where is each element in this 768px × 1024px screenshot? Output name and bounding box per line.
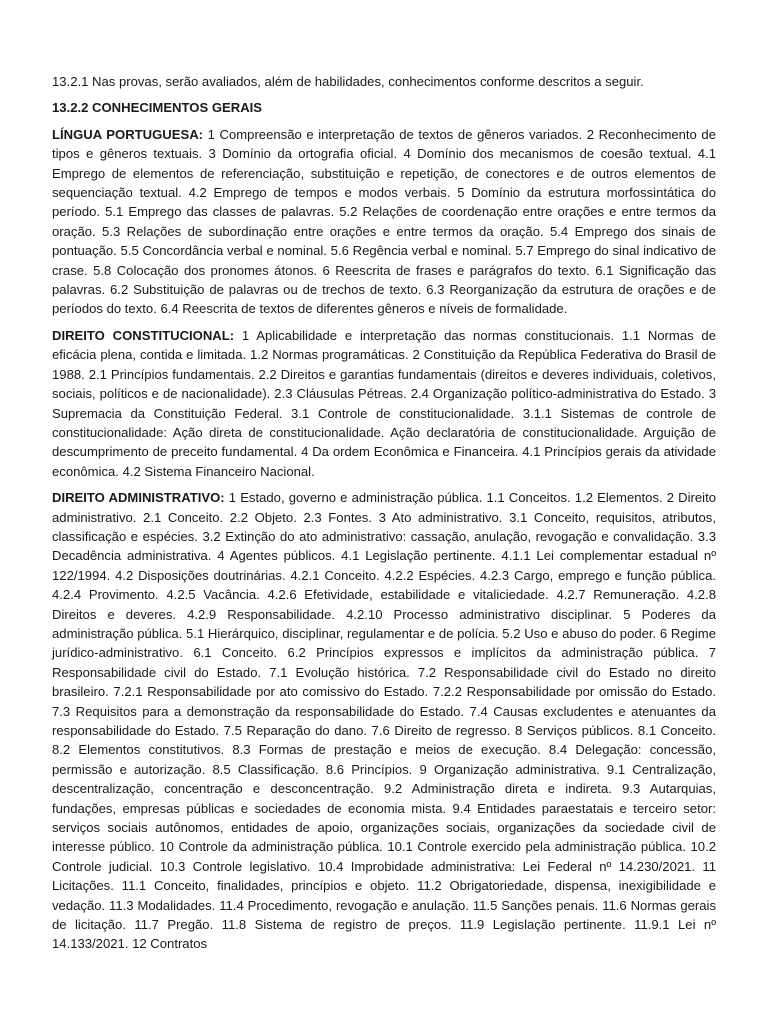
paragraph-text: 1 Estado, governo e administração pública. 1.1 Conceitos. 1.2 Elementos. 2 Direito administrativo. 2.1 Conceito. 2.2 Objeto. 2.3 Fontes. 3 Ato administrativo. 3.1 Conceito, requisitos, atributos, classificação e espécies. 3.2 Extinção do ato administrativo: cassação, anulação, revogação e convalidação. 3.3 Decadência administrativa. 4 Agentes públicos. 4.1 Legislação pertinente. 4.1.1 Lei complementar estadual nº 122/1994. 4.2 Disposições doutrinárias. 4.2.1 Conceito. 4.2.2 Espécies. 4.2.3 Cargo, emprego e função pública. 4.2.4 Provimento. 4.2.5 Vacância. 4.2.6 Efetividade, estabilidade e vitaliciedade. 4.2.7 Remuneração. 4.2.8 Direitos e deveres. 4.2.9 Responsabilidade. 4.2.10 Processo administrativo disciplinar. 5 Poderes da administração pública. 5.1 Hierárquico, disciplinar, regulamentar e de polícia. 5.2 Uso e abuso do poder. 6 Regime jurídico-administrativo. 6.1 Conceito. 6.2 Princípios expressos e implícitos da administração pública. 7 Responsabilidade civil do Estado. 7.1 Evolução histórica. 7.2 Responsabilidade civil do Estado no direito brasileiro. 7.2.1 Responsabilidade por ato comissivo do Estado. 7.2.2 Responsabilidade por omissão do Estado. 7.3 Requisitos para a demonstração da responsabilidade do Estado. 7.4 Causas excludentes e atenuantes da responsabilidade do Estado. 7.5 Reparação do dano. 7.6 Direito de regresso. 8 Serviços públicos. 8.1 Conceito. 8.2 Elementos constitutivos. 8.3 Formas de prestação e meios de execução. 8.4 Delegação: concessão, permissão e autorização. 8.5 Classificação. 8.6 Princípios. 9 Organização administrativa. 9.1 Centralização, descentralização, concentração e desconcentração. 9.2 Administração direta e indireta. 9.3 Autarquias, fundações, empresas públicas e sociedades de economia mista. 9.4 Entidades paraestatais e terceiro setor: serviços sociais autônomos, entidades de apoio, organizações sociais, organizações da sociedade civil de interesse público. 10 Controle da administração pública. 10.1 Controle exercido pela administração pública. 10.2 Controle judicial. 10.3 Controle legislativo. 10.4 Improbidade administrativa: Lei Federal nº 14.230/2021. 11 Licitações. 11.1 Conceito, finalidades, princípios e objeto. 11.2 Obrigatoriedade, dispensa, inexigibilidade e vedação. 11.3 Modalidades. 11.4 Procedimento, revogação e anulação. 11.5 Sanções penais. 11.6 Normas gerais de licitação. 11.7 Pregão. 11.8 Sistema de registro de preços. 11.9 Legislação pertinente. 11.9.1 Lei nº 14.133/2021. 12 Contratos [52,490,717,952]
paragraph-text: 1 Compreensão e interpretação de textos de gêneros variados. 2 Reconhecimento de tipos e gêneros textuais. 3 Domínio da ortografia oficial. 4 Domínio dos mecanismos de coesão textual. 4.1 Emprego de elementos de referenciação, substituição e repetição, de conectores e de outros elementos de sequenciação textual. 4.2 Emprego de tempos e modos verbais. 5 Domínio da estrutura morfossintática do período. 5.1 Emprego das classes de palavras. 5.2 Relações de coordenação entre orações e entre termos da oração. 5.3 Relações de subordinação entre orações e entre termos da oração. 5.4 Emprego dos sinais de pontuação. 5.5 Concordância verbal e nominal. 5.6 Regência verbal e nominal. 5.7 Emprego do sinal indicativo de crase. 5.8 Colocação dos pronomes átonos. 6 Reescrita de frases e parágrafos do texto. 6.1 Significação das palavras. 6.2 Substituição de palavras ou de trechos de texto. 6.3 Reorganização da estrutura de orações e de períodos do texto. 6.4 Reescrita de textos de diferentes gêneros e níveis de formalidade. [52,126,716,317]
paragraph-label: DIREITO ADMINISTRATIVO: [52,490,225,506]
paragraph-direito-administrativo [52,488,716,954]
paragraph-lingua-portuguesa [52,125,716,319]
paragraph-label: LÍNGUA PORTUGUESA: [52,126,204,142]
paragraph-label: DIREITO CONSTITUCIONAL: [52,327,235,343]
intro-paragraph: 13.2.1 Nas provas, serão avaliados, além de habilidades, conhecimentos conforme descritos a seguir. [52,74,644,89]
paragraph-text: 1 Aplicabilidade e interpretação das normas constitucionais. 1.1 Normas de eficácia plena, contida e limitada. 1.2 Normas programáticas. 2 Constituição da República Federativa do Brasil de 1988. 2.1 Princípios fundamentais. 2.2 Direitos e garantias fundamentais (direitos e deveres individuais, coletivos, sociais, políticos e de nacionalidade). 2.3 Cláusulas Pétreas. 2.4 Organização político-administrativa do Estado. 3 Supremacia da Constituição Federal. 3.1 Controle de constitucionalidade. 3.1.1 Sistemas de controle de constitucionalidade: Ação direta de constitucionalidade. Ação declaratória de constitucionalidade. Arguição de descumprimento de preceito fundamental. 4 Da ordem Econômica e Financeira. 4.1 Princípios gerais da atividade econômica. 4.2 Sistema Financeiro Nacional. [52,327,717,479]
paragraph-direito-constitucional [52,326,716,481]
section-heading: 13.2.2 CONHECIMENTOS GERAIS [52,100,263,116]
